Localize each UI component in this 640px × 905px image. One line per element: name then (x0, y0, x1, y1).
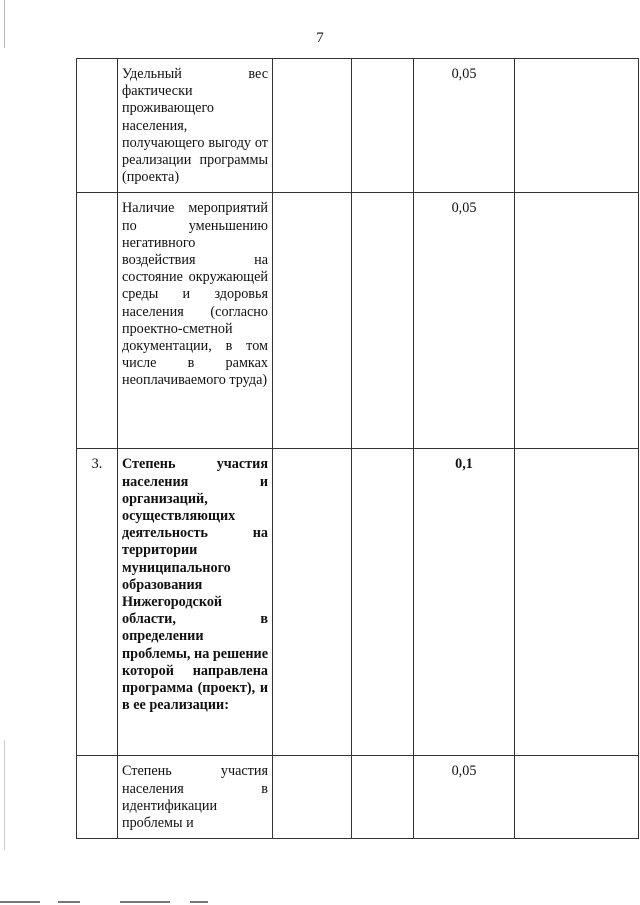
empty-cell (273, 59, 352, 193)
empty-cell (273, 756, 352, 839)
empty-cell (515, 449, 639, 756)
table-row (77, 756, 639, 839)
scan-edge-marks (0, 899, 640, 905)
criterion-text (118, 449, 273, 756)
scan-mark (58, 901, 80, 903)
row-number (77, 59, 118, 193)
empty-cell (515, 59, 639, 193)
scan-mark (120, 901, 170, 903)
criterion-label: Степень участия населения и организаций, осуществляющих деятельность на территории муниципального образования Нижегородской области, в определении проблемы, на решение которой направлена программа (проект), и в ее реализации: (122, 456, 268, 714)
empty-cell (273, 193, 352, 449)
row-number (77, 756, 118, 839)
empty-cell (515, 193, 639, 449)
row-number: 3. (77, 449, 118, 756)
table-row (77, 193, 639, 449)
empty-cell (352, 449, 414, 756)
criterion-label: Степень участия населения в идентификации проблемы и (122, 763, 268, 832)
empty-cell (352, 756, 414, 839)
scan-mark (190, 901, 208, 903)
empty-cell (273, 449, 352, 756)
page-number: 7 (316, 30, 324, 46)
weight-value: 0,05 (414, 193, 515, 449)
weight-value: 0,05 (414, 756, 515, 839)
criteria-table (76, 58, 639, 839)
empty-cell (352, 59, 414, 193)
table-row (77, 449, 639, 756)
row-number (77, 193, 118, 449)
weight-value: 0,1 (414, 449, 515, 756)
criterion-label: Удельный вес фактически проживающего населения, получающего выгоду от реализации программы (проекта) (122, 66, 268, 186)
table-row (77, 59, 639, 193)
empty-cell (352, 193, 414, 449)
scan-mark (0, 901, 40, 903)
scan-margin-line (4, 740, 5, 850)
weight-value: 0,05 (414, 59, 515, 193)
criterion-label: Наличие мероприятий по уменьшению негативного воздействия на состояние окружающей среды и здоровья населения (согласно проектно-сметной документации, в том числе в рамках неоплачиваемого труда) (122, 200, 268, 389)
criterion-text (118, 59, 273, 193)
criterion-text (118, 756, 273, 839)
empty-cell (515, 756, 639, 839)
criterion-text (118, 193, 273, 449)
